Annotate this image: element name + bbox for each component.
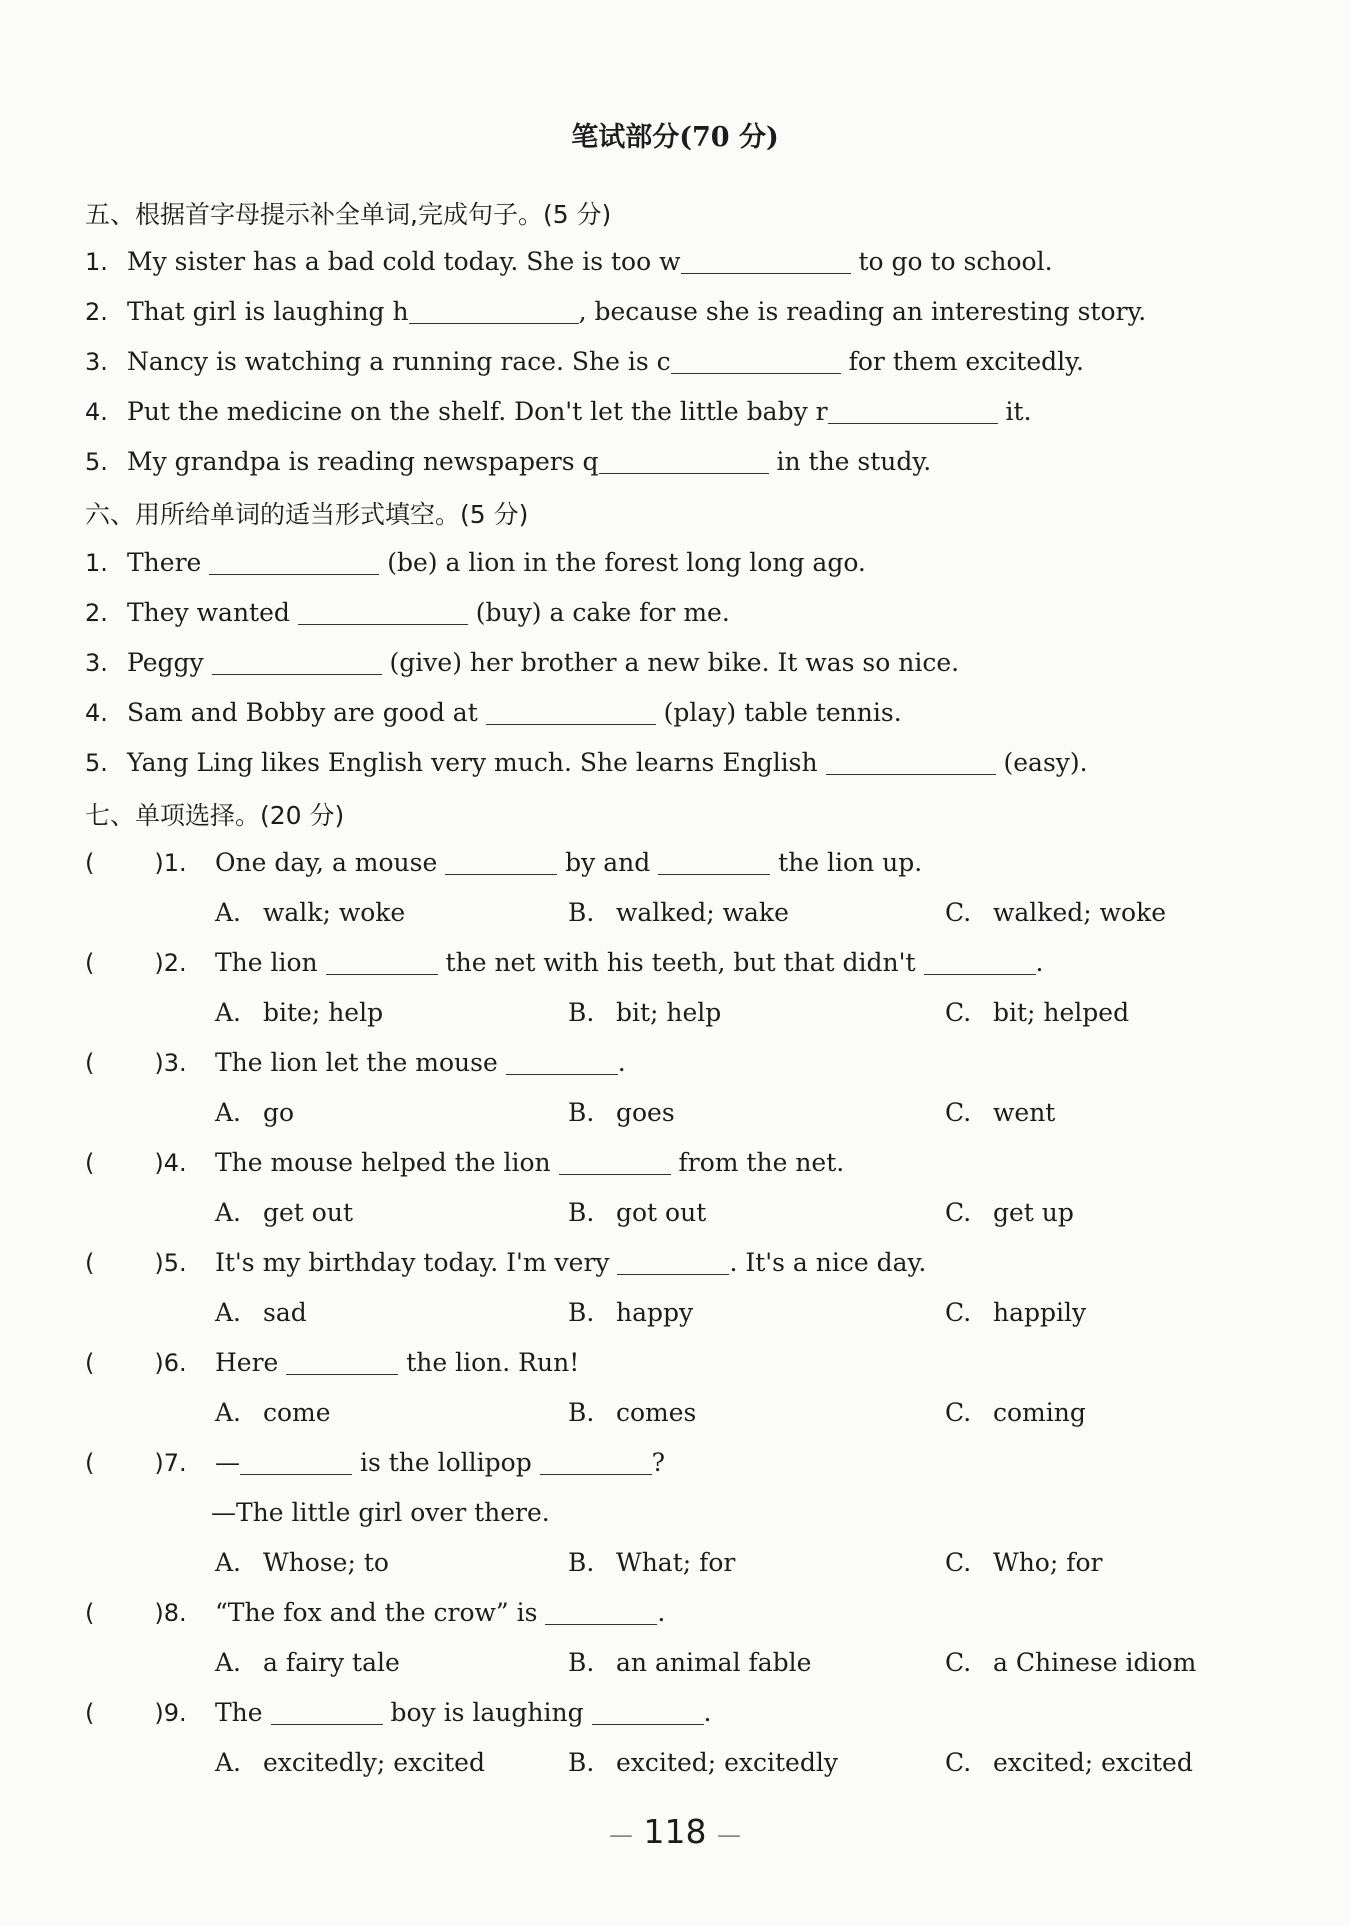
answer-blank[interactable] xyxy=(486,702,656,725)
option-c[interactable]: C. Who; for xyxy=(945,1548,1103,1577)
answer-blank[interactable] xyxy=(212,652,382,675)
page-number: — 118 — xyxy=(609,1812,741,1851)
answer-blank[interactable] xyxy=(209,552,379,575)
answer-paren[interactable]: ( )4. xyxy=(85,1149,187,1177)
answer-blank[interactable] xyxy=(671,351,841,374)
s7-q7 xyxy=(85,1448,1250,1477)
q-text-end: . xyxy=(657,1598,666,1627)
answer-blank[interactable] xyxy=(506,1052,618,1075)
q-text-end: (be) a lion in the forest long long ago. xyxy=(379,548,866,577)
q7-reply: —The little girl over there. xyxy=(211,1498,550,1527)
s6-q5 xyxy=(85,748,1250,777)
option-c[interactable]: C. bit; helped xyxy=(945,998,1130,1027)
q-text-end: for them excitedly. xyxy=(840,347,1084,376)
answer-blank[interactable] xyxy=(658,852,770,875)
answer-blank[interactable] xyxy=(592,1702,704,1725)
q-text-end: (give) her brother a new bike. It was so nice. xyxy=(381,648,960,677)
dash-right-icon: — xyxy=(717,1821,741,1849)
s7-q3 xyxy=(85,1048,1250,1077)
option-b[interactable]: B. bit; help xyxy=(568,998,722,1027)
q-text: The mouse helped the lion xyxy=(215,1148,559,1177)
q-text-mid: boy is laughing xyxy=(382,1698,592,1727)
q-text: Yang Ling likes English very much. She learns English xyxy=(127,748,826,777)
option-a[interactable]: A. excitedly; excited xyxy=(215,1748,485,1777)
s6-q2 xyxy=(85,598,1250,627)
option-c[interactable]: C. coming xyxy=(945,1398,1086,1427)
section5-heading: 五、根据首字母提示补全单词,完成句子。(5 分) xyxy=(85,200,612,229)
option-b[interactable]: B. comes xyxy=(568,1398,697,1427)
q-text: One day, a mouse xyxy=(215,848,446,877)
q-text-end: from the net. xyxy=(670,1148,845,1177)
q-number: 2. xyxy=(85,599,108,627)
q-text: They wanted xyxy=(127,598,298,627)
q-text: Peggy xyxy=(127,648,212,677)
answer-paren[interactable]: ( )6. xyxy=(85,1349,187,1377)
option-a[interactable]: A. bite; help xyxy=(215,998,384,1027)
answer-paren[interactable]: ( )7. xyxy=(85,1449,187,1477)
option-a[interactable]: A. come xyxy=(215,1398,331,1427)
s7-q2 xyxy=(85,948,1250,977)
answer-blank[interactable] xyxy=(409,301,579,324)
q-text-end: . xyxy=(1035,948,1044,977)
answer-blank[interactable] xyxy=(681,251,851,274)
q-text-end: in the study. xyxy=(768,447,932,476)
answer-blank[interactable] xyxy=(828,401,998,424)
q-number: 5. xyxy=(85,448,108,476)
answer-blank[interactable] xyxy=(286,1352,398,1375)
option-a[interactable]: A. go xyxy=(215,1098,295,1127)
option-b[interactable]: B. happy xyxy=(568,1298,694,1327)
answer-paren[interactable]: ( )1. xyxy=(85,849,187,877)
page-title: 笔试部分(70 分) xyxy=(571,122,779,153)
s5-q2 xyxy=(85,297,1250,326)
q-text-mid: the net with his teeth, but that didn't xyxy=(437,948,924,977)
q-text-end: , because she is reading an interesting story. xyxy=(578,297,1147,326)
s5-q3 xyxy=(85,347,1250,376)
section6-heading: 六、用所给单词的适当形式填空。(5 分) xyxy=(85,500,529,529)
q-text-mid: is the lollipop xyxy=(352,1448,540,1477)
q-text: Sam and Bobby are good at xyxy=(127,698,486,727)
option-b[interactable]: B. excited; excitedly xyxy=(568,1748,838,1777)
q-text: There xyxy=(127,548,210,577)
option-c[interactable]: C. happily xyxy=(945,1298,1087,1327)
section7-heading: 七、单项选择。(20 分) xyxy=(85,801,345,830)
q-number: 3. xyxy=(85,649,108,677)
q-text: The lion let the mouse xyxy=(215,1048,506,1077)
q-text: My sister has a bad cold today. She is too w xyxy=(127,247,681,276)
q-text-end: (buy) a cake for me. xyxy=(467,598,730,627)
option-a[interactable]: A. a fairy tale xyxy=(215,1648,400,1677)
q-text: The xyxy=(215,1698,271,1727)
q-text-end: . It's a nice day. xyxy=(729,1248,927,1277)
answer-paren[interactable]: ( )5. xyxy=(85,1249,187,1277)
s6-q4 xyxy=(85,698,1250,727)
option-a[interactable]: A. Whose; to xyxy=(215,1548,389,1577)
s5-q4 xyxy=(85,397,1250,426)
answer-blank[interactable] xyxy=(599,451,769,474)
s7-q6 xyxy=(85,1348,1250,1377)
option-c[interactable]: C. a Chinese idiom xyxy=(945,1648,1197,1677)
answer-blank[interactable] xyxy=(540,1452,652,1475)
q-number: 2. xyxy=(85,298,108,326)
option-c[interactable]: C. excited; excited xyxy=(945,1748,1193,1777)
option-a[interactable]: A. sad xyxy=(215,1298,307,1327)
q-number: 1. xyxy=(85,549,108,577)
answer-blank[interactable] xyxy=(271,1702,383,1725)
q-text: Nancy is watching a running race. She is c xyxy=(127,347,671,376)
q-text-mid: by and xyxy=(557,848,659,877)
q-text-end: it. xyxy=(997,397,1032,426)
option-b[interactable]: B. walked; wake xyxy=(568,898,789,927)
q-text-end: to go to school. xyxy=(850,247,1053,276)
q-text: Put the medicine on the shelf. Don't let the little baby r xyxy=(127,397,828,426)
s7-q5 xyxy=(85,1248,1250,1277)
answer-blank[interactable] xyxy=(826,752,996,775)
q-text-end: . xyxy=(703,1698,712,1727)
q-text-end: ? xyxy=(651,1448,666,1477)
option-c[interactable]: C. walked; woke xyxy=(945,898,1167,927)
answer-paren[interactable]: ( )9. xyxy=(85,1699,187,1727)
dash-left-icon: — xyxy=(609,1821,633,1849)
option-b[interactable]: B. What; for xyxy=(568,1548,736,1577)
q-text-end: the lion. Run! xyxy=(398,1348,580,1377)
s6-q3 xyxy=(85,648,1250,677)
q-number: 5. xyxy=(85,749,108,777)
answer-blank[interactable] xyxy=(326,952,438,975)
answer-blank[interactable] xyxy=(445,852,557,875)
s7-q8 xyxy=(85,1598,1250,1627)
answer-blank[interactable] xyxy=(240,1452,352,1475)
q-text: It's my birthday today. I'm very xyxy=(215,1248,618,1277)
option-c[interactable]: C. get up xyxy=(945,1198,1074,1227)
q-text-end: (play) table tennis. xyxy=(655,698,902,727)
option-b[interactable]: B. got out xyxy=(568,1198,707,1227)
q-text-end: the lion up. xyxy=(770,848,923,877)
q-text: Here xyxy=(215,1348,287,1377)
option-b[interactable]: B. an animal fable xyxy=(568,1648,812,1677)
answer-blank[interactable] xyxy=(924,952,1036,975)
answer-blank[interactable] xyxy=(559,1152,671,1175)
s7-q4 xyxy=(85,1148,1250,1177)
option-c[interactable]: C. went xyxy=(945,1098,1056,1127)
answer-blank[interactable] xyxy=(545,1602,657,1625)
q-text-end: (easy). xyxy=(995,748,1088,777)
q-number: 4. xyxy=(85,398,108,426)
option-a[interactable]: A. walk; woke xyxy=(215,898,406,927)
answer-paren[interactable]: ( )8. xyxy=(85,1599,187,1627)
q-text: — xyxy=(215,1448,240,1477)
q-text-end: . xyxy=(617,1048,626,1077)
answer-paren[interactable]: ( )2. xyxy=(85,949,187,977)
option-b[interactable]: B. goes xyxy=(568,1098,675,1127)
s5-q1 xyxy=(85,247,1250,276)
q-text: “The fox and the crow” is xyxy=(215,1598,546,1627)
s7-q1 xyxy=(85,848,1250,877)
q-number: 3. xyxy=(85,348,108,376)
q-number: 4. xyxy=(85,699,108,727)
q-text: My grandpa is reading newspapers q xyxy=(127,447,599,476)
s6-q1 xyxy=(85,548,1250,577)
answer-blank[interactable] xyxy=(298,602,468,625)
s7-q9 xyxy=(85,1698,1250,1727)
answer-blank[interactable] xyxy=(617,1252,729,1275)
s5-q5 xyxy=(85,447,1250,476)
q-text: That girl is laughing h xyxy=(127,297,409,326)
q-text: The lion xyxy=(215,948,326,977)
option-a[interactable]: A. get out xyxy=(215,1198,353,1227)
q-number: 1. xyxy=(85,248,108,276)
answer-paren[interactable]: ( )3. xyxy=(85,1049,187,1077)
